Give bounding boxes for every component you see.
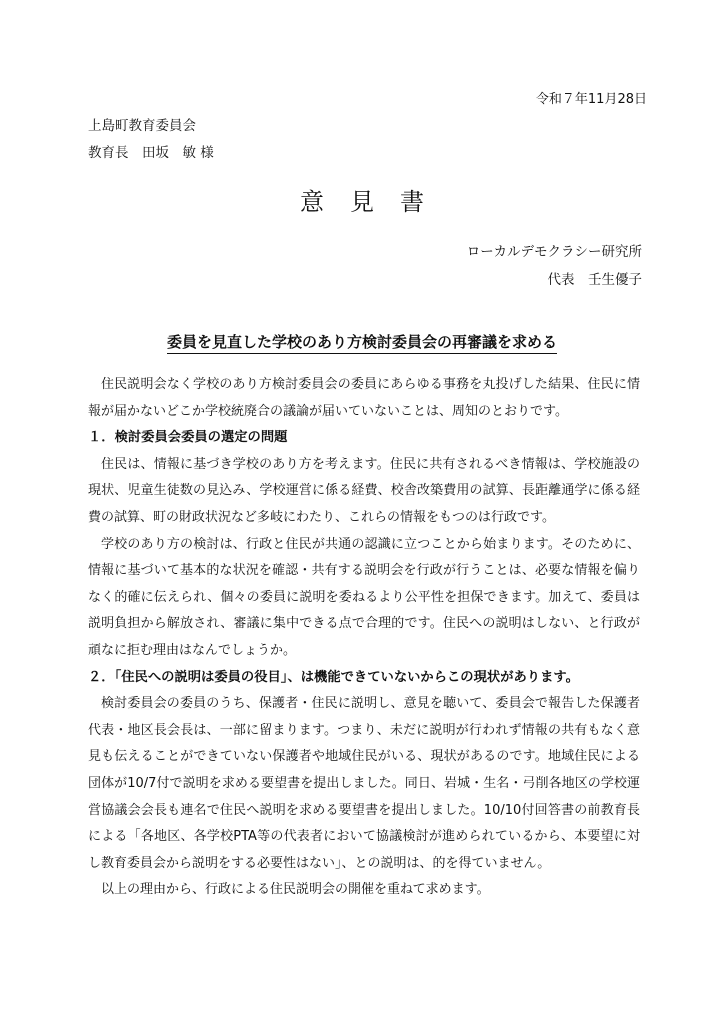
closing-paragraph: 以上の理由から、行政による住民説明会の開催を重ねて求めます。	[101, 882, 490, 898]
document-body	[88, 372, 640, 904]
section1-paragraph-2: 学校のあり方の検討は、行政と住民が共通の認識に立つことから始まります。そのために、情報に基づいて基本的な状況を確認・共有する説明会を行政が行うことは、必要な情報を偏りなく的確に伝えられ、個々の委員に説明を委ねるより公平性を担保できます。加えて、委員は説明負担から解放され、審議に集中できる点で合理的です。住民への説明はしない、と行政が頑なに拒む理由はなんでしょうか。	[88, 536, 640, 658]
section1-paragraph-1: 住民は、情報に基づき学校のあり方を考えます。住民に共有されるべき情報は、学校施設の現状、児童生徒数の見込み、学校運営に係る経費、校舎改築費用の試算、長距離通学に係る経費の試算、町の財政状況など多岐にわたり、これらの情報をもつのは行政です。	[88, 456, 640, 525]
section2-paragraph-1: 検討委員会の委員のうち、保護者・住民に説明し、意見を聴いて、委員会で報告した保護者代表・地区長会長は、一部に留まります。つまり、未だに説明が行われず情報の共有もなく意見も伝えることができていない保護者や地域住民がいる、現状があるのです。地域住民による団体が10/7付で説明を求める要望書を提出しました。同日、岩城・生名・弓削各地区の学校運営協議会会長も連名で住民へ説明を求める要望書を提出しました。10/10付回答書の前教育長による「各地区、各学校PTA等の代表者において協議検討が進められているから、本要望に対し教育委員会から説明をする必要性はない」、との説明は、的を得ていません。	[88, 696, 640, 871]
addressee-organization: 上島町教育委員会	[88, 118, 196, 134]
sender-organization: ローカルデモクラシー研究所	[466, 244, 642, 260]
sender-representative: 代表 壬生優子	[547, 272, 642, 288]
section2-heading: ２．「住民への説明は委員の役目」、は機能できていないからこの現状があります。	[88, 669, 579, 685]
document-date: 令和７年11月28日	[535, 92, 647, 107]
document-title: 意見書	[300, 188, 450, 216]
addressee-person: 教育長 田坂 敏 様	[88, 145, 214, 161]
intro-paragraph: 住民説明会なく学校のあり方検討委員会の委員にあらゆる事務を丸投げした結果、住民に情報が届かないどこか学校統廃合の議論が届いていないことは、周知のとおりです。	[88, 377, 640, 419]
subject-line	[0, 331, 724, 352]
subject-text: 委員を見直した学校のあり方検討委員会の再審議を求める	[167, 333, 557, 354]
section1-heading: １．検討委員会委員の選定の問題	[88, 430, 288, 446]
